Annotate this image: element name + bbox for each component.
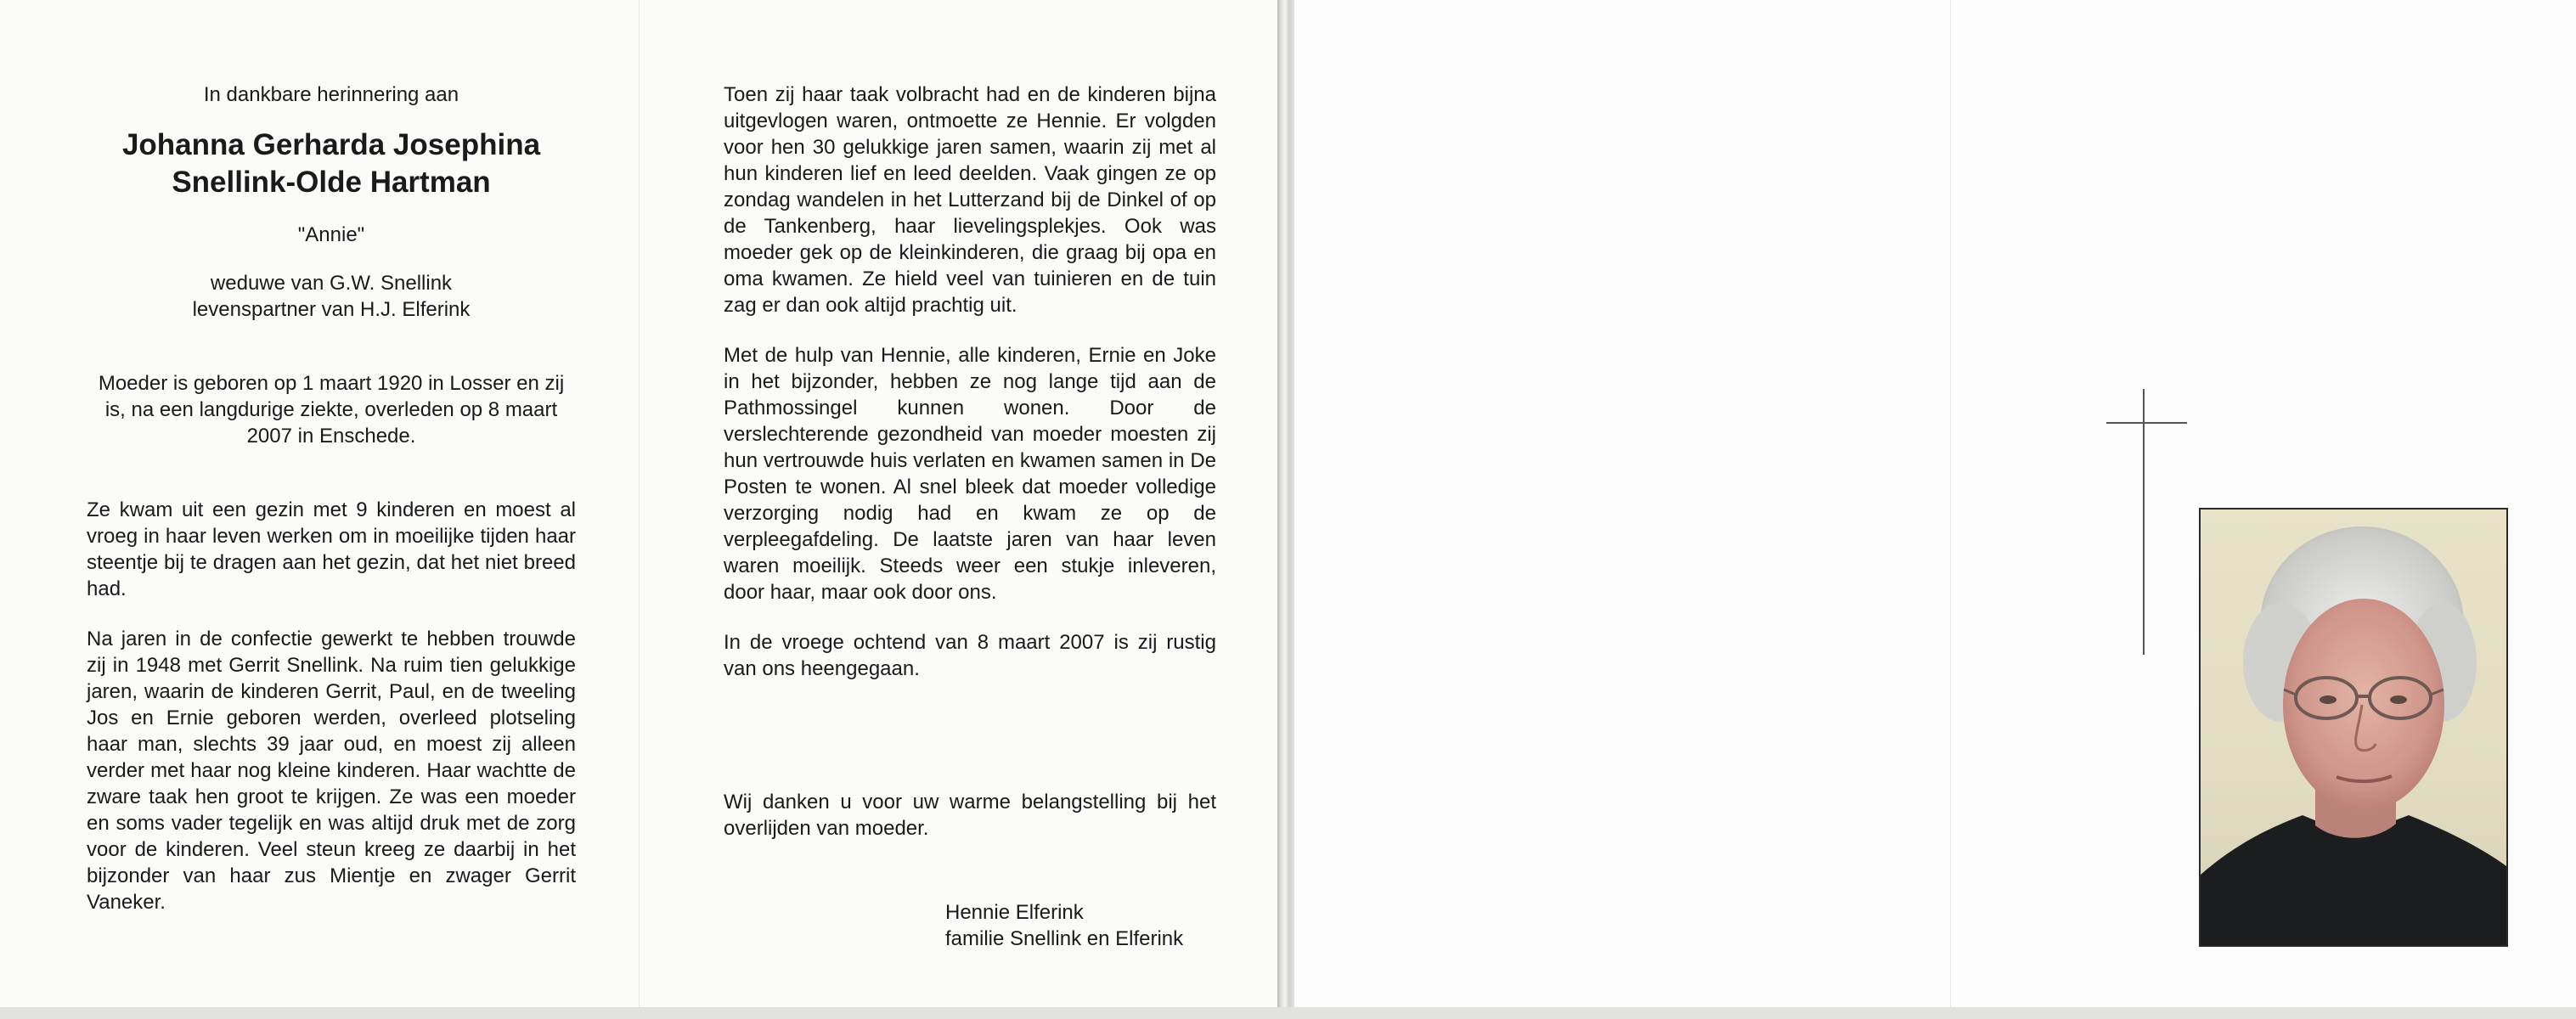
scan-bottom-edge [0, 1007, 2576, 1019]
thanks-text: Wij danken u voor uw warme belangstelling bij het overlijden van moeder. [724, 791, 1216, 840]
card-gutter [1277, 0, 1294, 1019]
memorial-heading: In dankbare herinnering aan [203, 83, 459, 106]
life-paragraph-4: Met de hulp van Hennie, alle kinderen, Ernie en Joke in het bijzonder, hebben ze nog lange tijd aan de Pathmossingel kunnen wonen. Door de verslechterende gezondheid van moeder moesten zij hun vertrouwde huis verlaten en kwamen samen in De Posten te wonen. Al snel bleek dat moeder volledige verzorging nodig had en kwam ze op de verpleegafdeling. De laatste jaren van haar leven waren moeilijk. Steeds weer een stukje inleveren, door haar, maar ook door ons. [724, 344, 1216, 604]
left-page-text [87, 82, 576, 915]
birth-death-text: Moeder is geboren op 1 maart 1920 in Losser en zij is, na een langdurige ziekte, overleden op 8 maart 2007 in Enschede. [98, 372, 565, 448]
signature-line-2: familie Snellink en Elferink [945, 927, 1184, 950]
portrait-illustration [2201, 510, 2506, 945]
page-fold-right [1950, 0, 1951, 1007]
cross-vertical-bar [2143, 389, 2145, 655]
portrait-photo [2199, 508, 2508, 947]
life-paragraph-2: Na jaren in de confectie gewerkt te hebben trouwde zij in 1948 met Gerrit Snellink. Na ruim tien gelukkige jaren, waarin de kinderen Gerrit, Paul, en de tweeling Jos en Ernie geboren werden, overleed plotseling haar man, slechts 39 jaar oud, en moest zij alleen verder met haar nog kleine kinderen. Haar wachtte de zware taak hen groot te krijgen. Ze was een moeder en soms vader tegelijk en was altijd druk met de zorg voor de kinderen. Veel steun kreeg ze daarbij in het bijzonder van haar zus Mientje en zwager Gerrit Vaneker. [87, 628, 576, 914]
life-paragraph-3: Toen zij haar taak volbracht had en de kinderen bijna uitgevlogen waren, ontmoette ze Hennie. Er volgden voor hen 30 gelukkige jaren samen, waarin zij met al hun kinderen lief en leed deelden. Vaak gingen ze op zondag wandelen in het Lutterzand bij de Dinkel of op de Tankenberg, haar lievelingsplekjes. Ook was moeder gek op de kleinkinderen, die graag bij opa en oma kwamen. Ze hield veel van tuinieren en de tuin zag er dan ook altijd prachtig uit. [724, 83, 1216, 317]
life-paragraph-1: Ze kwam uit een gezin met 9 kinderen en moest al vroeg in haar leven werken om in moeilijke tijden haar steentje bij te dragen aan het gezin, dat het niet breed had. [87, 498, 576, 600]
cross-horizontal-bar [2106, 422, 2187, 424]
deceased-name-line2: Snellink-Olde Hartman [172, 166, 491, 199]
signature-block [945, 899, 1183, 952]
page-fold-left [639, 0, 640, 1007]
signature-line-1: Hennie Elferink [945, 901, 1084, 924]
deceased-nickname: "Annie" [297, 223, 365, 246]
partner-of-line: levenspartner van H.J. Elferink [192, 298, 471, 321]
widow-of-line: weduwe van G.W. Snellink [210, 272, 453, 295]
deceased-name-line1: Johanna Gerharda Josephina [121, 128, 541, 161]
life-paragraph-5: In de vroege ochtend van 8 maart 2007 is zij rustig van ons heengegaan. [724, 631, 1216, 680]
middle-page-text [724, 82, 1216, 842]
